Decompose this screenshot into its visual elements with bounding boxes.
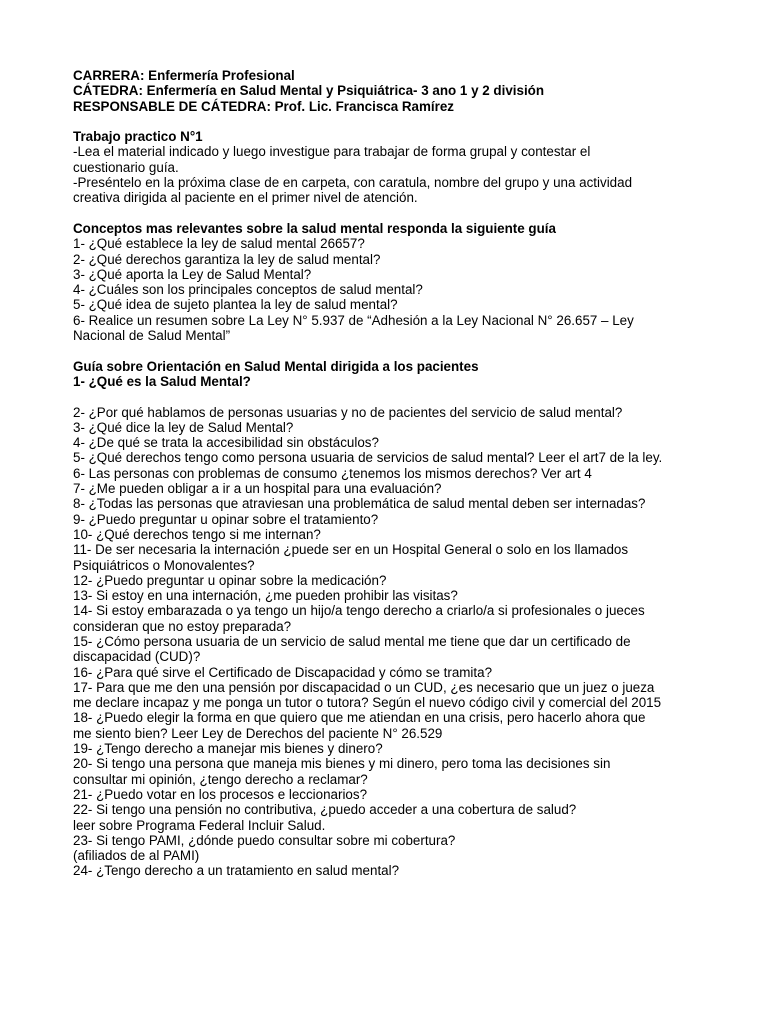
guia-item: 12- ¿Puedo preguntar u opinar sobre la medicación? (73, 572, 387, 588)
conceptos-item: 2- ¿Qué derechos garantiza la ley de salud mental? (73, 251, 381, 267)
conceptos-item: 4- ¿Cuáles son los principales conceptos de salud mental? (73, 282, 423, 298)
guia-item: 3- ¿Qué dice la ley de Salud Mental? (73, 419, 294, 435)
guia-item: 18- ¿Puedo elegir la forma en que quiero que me atiendan en una crisis, pero hacerlo ahora que me siento bien? Leer Ley de Derechos del paciente N° 26.529 (73, 710, 646, 741)
guia-item: 10- ¿Qué derechos tengo si me internan? (73, 526, 321, 542)
spacer (73, 389, 663, 404)
guia-item: 13- Si estoy en una internación, ¿me pueden prohibir las visitas? (73, 588, 458, 604)
guia-title: Guía sobre Orientación en Salud Mental dirigida a los pacientes (73, 358, 479, 374)
conceptos-item: 1- ¿Qué establece la ley de salud mental 26657? (73, 236, 365, 252)
guia-item: (afiliados de al PAMI) (73, 848, 200, 864)
guia-item: 8- ¿Todas las personas que atraviesan una problemática de salud mental deben ser internadas? (73, 496, 646, 512)
spacer (73, 343, 663, 358)
guia-item: 15- ¿Cómo persona usuaria de un servicio de salud mental me tiene que dar un certificado de discapacidad (CUD)? (73, 633, 631, 665)
header-carrera: CARRERA: Enfermería Profesional (73, 68, 295, 83)
guia-item: leer sobre Programa Federal Incluir Salud. (73, 817, 326, 833)
guia-item: 6- Las personas con problemas de consumo ¿tenemos los mismos derechos? Ver art 4 (73, 465, 592, 481)
spacer (73, 114, 663, 129)
header-catedra: CÁTEDRA: Enfermería en Salud Mental y Psiquiátrica- 3 ano 1 y 2 división (73, 83, 545, 99)
guia-item: 4- ¿De qué se trata la accesibilidad sin obstáculos? (73, 435, 379, 451)
guia-item: 22- Si tengo una pensión no contributiva, ¿puedo acceder a una cobertura de salud? (73, 802, 577, 818)
guia-item: 17- Para que me den una pensión por discapacidad o un CUD, ¿es necesario que un juez o jueza me declare incapaz y me ponga un tutor o tutora? Según el nuevo código civil y comercial del 2015 (73, 679, 662, 711)
guia-item: 20- Si tengo una persona que maneja mis bienes y mi dinero, pero toma las decisiones sin consultar mi opinión, ¿tengo derecho a reclamar? (73, 756, 611, 787)
guia-item: 19- ¿Tengo derecho a manejar mis bienes y dinero? (73, 741, 383, 757)
guia-item: 23- Si tengo PAMI, ¿dónde puedo consultar sobre mi cobertura? (73, 832, 456, 848)
conceptos-title: Conceptos mas relevantes sobre la salud mental responda la siguiente guía (73, 220, 556, 236)
spacer (73, 206, 663, 221)
conceptos-item: 5- ¿Qué idea de sujeto plantea la ley de salud mental? (73, 297, 398, 313)
guia-item: 21- ¿Puedo votar en los procesos e leccionarios? (73, 786, 368, 802)
guia-item: 5- ¿Qué derechos tengo como persona usuaria de servicios de salud mental? Leer el art7 de la ley. (73, 450, 663, 466)
guia-item: 16- ¿Para qué sirve el Certificado de Discapacidad y cómo se tramita? (73, 664, 493, 680)
instruction-item: -Preséntelo en la próxima clase de en carpeta, con caratula, nombre del grupo y una actividad creativa dirigida al paciente en el primer nivel de atención. (73, 175, 633, 206)
trabajo-title: Trabajo practico N°1 (73, 129, 203, 145)
guia-item: 11- De ser necesaria la internación ¿puede ser en un Hospital General o solo en los llamados Psiquiátricos o Monovalentes? (73, 542, 629, 573)
document-body (73, 68, 663, 879)
conceptos-item: 3- ¿Qué aporta la Ley de Salud Mental? (73, 266, 312, 282)
instruction-item: -Lea el material indicado y luego investigue para trabajar de forma grupal y contestar el cuestionario guía. (73, 144, 591, 175)
guia-item: 9- ¿Puedo preguntar u opinar sobre el tratamiento? (73, 511, 379, 527)
header-responsable: RESPONSABLE DE CÁTEDRA: Prof. Lic. Francisca Ramírez (73, 98, 454, 114)
guia-item: 2- ¿Por qué hablamos de personas usuarias y no de pacientes del servicio de salud mental? (73, 404, 623, 420)
guia-item: 7- ¿Me pueden obligar a ir a un hospital para una evaluación? (73, 481, 442, 497)
guia-item: 14- Si estoy embarazada o ya tengo un hijo/a tengo derecho a criarlo/a si profesionales o jueces consideran que no estoy preparada? (73, 603, 645, 634)
guia-item: 24- ¿Tengo derecho a un tratamiento en salud mental? (73, 863, 400, 879)
guia-first-question: 1- ¿Qué es la Salud Mental? (73, 373, 251, 389)
conceptos-item: 6- Realice un resumen sobre La Ley N° 5.937 de “Adhesión a la Ley Nacional N° 26.657 – Ley Nacional de Salud Mental” (73, 312, 634, 344)
